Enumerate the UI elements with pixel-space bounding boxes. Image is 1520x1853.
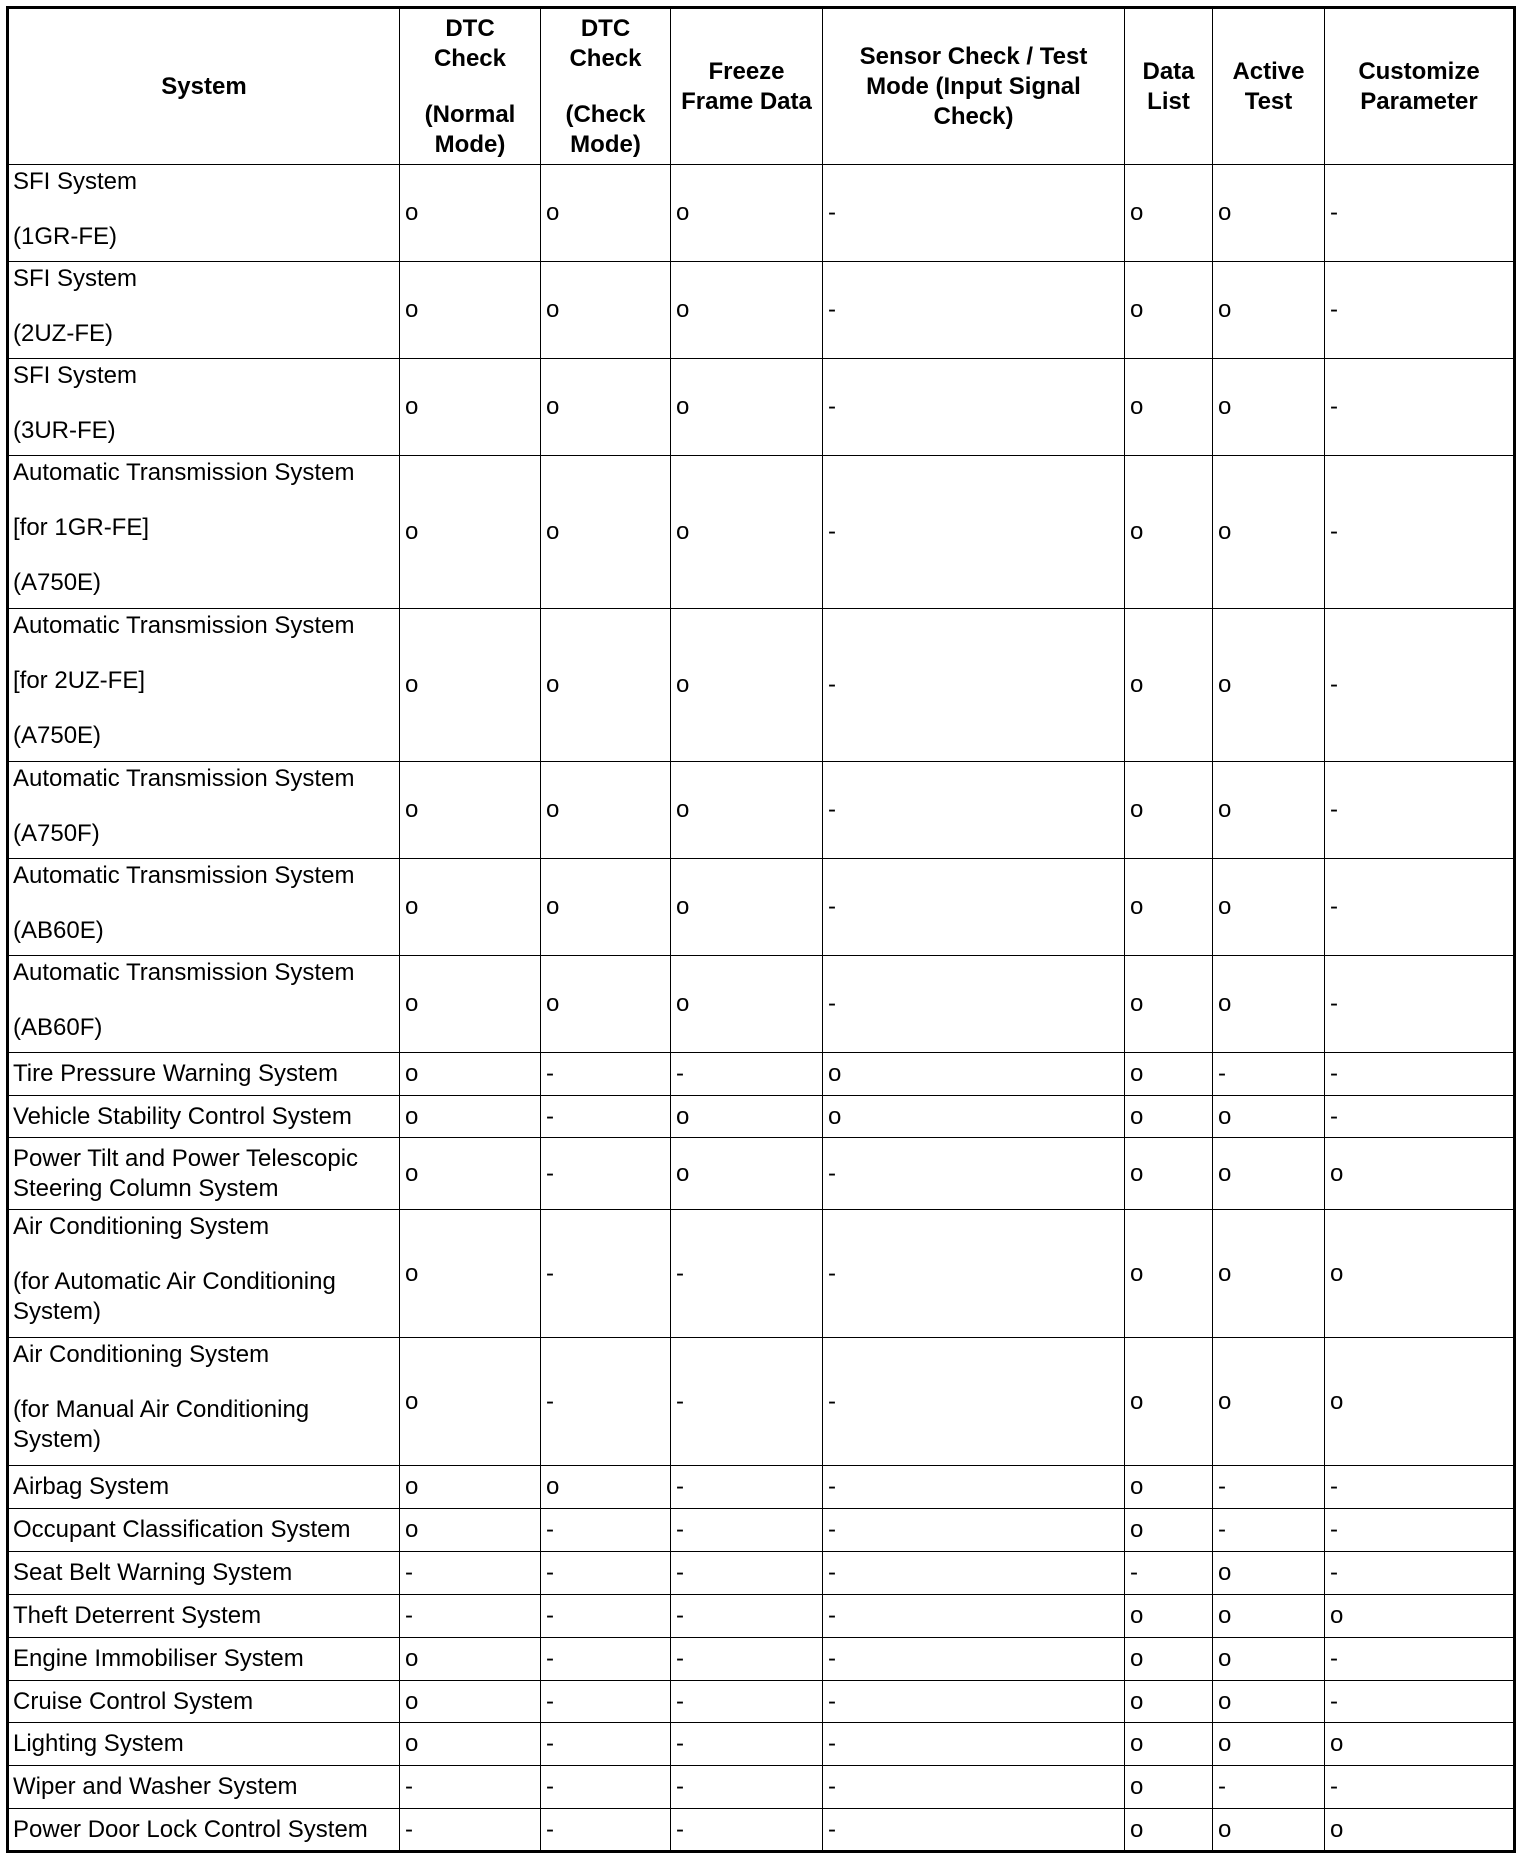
sensor-check-cell: - bbox=[823, 1138, 1125, 1210]
customize-cell: - bbox=[1325, 762, 1515, 859]
customize-cell: - bbox=[1325, 1766, 1515, 1809]
system-name-cell bbox=[8, 1552, 400, 1595]
sensor-check-cell: - bbox=[823, 1509, 1125, 1552]
header-dtc-check bbox=[541, 8, 671, 165]
sensor-check-cell: - bbox=[823, 456, 1125, 609]
header-text-line: Parameter bbox=[1360, 87, 1478, 115]
dtc-check-cell: o bbox=[541, 609, 671, 762]
dtc-normal-cell: - bbox=[400, 1809, 541, 1852]
system-name-line bbox=[13, 294, 399, 319]
system-name-line: Power Tilt and Power Telescopic bbox=[13, 1144, 359, 1172]
freeze-frame-cell: - bbox=[671, 1210, 823, 1338]
active-test-cell: o bbox=[1213, 1595, 1325, 1638]
system-name-cell bbox=[8, 1138, 400, 1210]
customize-cell: - bbox=[1325, 859, 1515, 956]
dtc-check-cell: o bbox=[541, 165, 671, 262]
table-body bbox=[8, 165, 1515, 1852]
dtc-normal-cell: o bbox=[400, 1138, 541, 1210]
data-list-cell: o bbox=[1125, 1210, 1213, 1338]
table-row bbox=[8, 1509, 1515, 1552]
dtc-check-cell: o bbox=[541, 859, 671, 956]
dtc-normal-cell: o bbox=[400, 1466, 541, 1509]
system-name-cell bbox=[8, 609, 400, 762]
header-text-line: System bbox=[161, 72, 247, 100]
system-name-cell bbox=[8, 1723, 400, 1766]
data-list-cell: o bbox=[1125, 262, 1213, 359]
active-test-cell: o bbox=[1213, 859, 1325, 956]
system-name-line: Automatic Transmission System bbox=[13, 459, 355, 486]
customize-cell: - bbox=[1325, 1096, 1515, 1138]
dtc-normal-cell: - bbox=[400, 1766, 541, 1809]
dtc-check-cell: - bbox=[541, 1138, 671, 1210]
data-list-cell: o bbox=[1125, 762, 1213, 859]
system-name-cell bbox=[8, 1638, 400, 1681]
system-name-line: System) bbox=[13, 1426, 102, 1453]
header-text-line: Check bbox=[569, 44, 642, 72]
header-text-line bbox=[541, 74, 670, 100]
dtc-normal-cell: o bbox=[400, 1338, 541, 1466]
system-name-line: Airbag System bbox=[13, 1473, 170, 1500]
data-list-cell: o bbox=[1125, 1096, 1213, 1138]
dtc-check-cell: - bbox=[541, 1210, 671, 1338]
sensor-check-cell: - bbox=[823, 956, 1125, 1053]
customize-cell: - bbox=[1325, 609, 1515, 762]
dtc-normal-cell: o bbox=[400, 1210, 541, 1338]
header-text-line: Mode) bbox=[434, 130, 506, 158]
sensor-check-cell: - bbox=[823, 859, 1125, 956]
data-list-cell: o bbox=[1125, 1138, 1213, 1210]
system-name-cell bbox=[8, 1766, 400, 1809]
system-name-line: (A750F) bbox=[13, 820, 100, 847]
active-test-cell: o bbox=[1213, 165, 1325, 262]
freeze-frame-cell: - bbox=[671, 1466, 823, 1509]
data-list-cell: o bbox=[1125, 1053, 1213, 1096]
table-row bbox=[8, 456, 1515, 609]
dtc-normal-cell: o bbox=[400, 165, 541, 262]
dtc-normal-cell: o bbox=[400, 762, 541, 859]
system-name-line: Air Conditioning System bbox=[13, 1213, 270, 1240]
header-sensor-check bbox=[823, 8, 1125, 165]
freeze-frame-cell: o bbox=[671, 165, 823, 262]
freeze-frame-cell: o bbox=[671, 456, 823, 609]
customize-cell: - bbox=[1325, 1681, 1515, 1723]
data-list-cell: o bbox=[1125, 859, 1213, 956]
table-row bbox=[8, 1681, 1515, 1723]
customize-cell: - bbox=[1325, 1509, 1515, 1552]
customize-cell: - bbox=[1325, 1053, 1515, 1096]
header-text-line: Mode) bbox=[570, 130, 641, 158]
system-name-line bbox=[13, 488, 399, 513]
dtc-normal-cell: o bbox=[400, 1509, 541, 1552]
active-test-cell: o bbox=[1213, 762, 1325, 859]
dtc-check-cell: - bbox=[541, 1681, 671, 1723]
customize-cell: o bbox=[1325, 1138, 1515, 1210]
system-name-line bbox=[13, 891, 399, 916]
dtc-normal-cell: o bbox=[400, 456, 541, 609]
system-name-line: [for 2UZ-FE] bbox=[13, 667, 146, 694]
system-name-cell bbox=[8, 1210, 400, 1338]
dtc-normal-cell: - bbox=[400, 1595, 541, 1638]
system-name-cell bbox=[8, 956, 400, 1053]
table-row bbox=[8, 1053, 1515, 1096]
system-name-line: (for Manual Air Conditioning bbox=[13, 1396, 310, 1423]
system-name-line: (AB60F) bbox=[13, 1014, 103, 1041]
customize-cell: o bbox=[1325, 1809, 1515, 1852]
freeze-frame-cell: - bbox=[671, 1809, 823, 1852]
data-list-cell: o bbox=[1125, 359, 1213, 456]
active-test-cell: o bbox=[1213, 609, 1325, 762]
header-customize bbox=[1325, 8, 1515, 165]
system-name-line: SFI System bbox=[13, 265, 138, 292]
table-row bbox=[8, 609, 1515, 762]
customize-cell: - bbox=[1325, 956, 1515, 1053]
table-row bbox=[8, 1338, 1515, 1466]
freeze-frame-cell: - bbox=[671, 1552, 823, 1595]
system-name-line: (for Automatic Air Conditioning bbox=[13, 1268, 336, 1295]
data-list-cell: o bbox=[1125, 1595, 1213, 1638]
table-row bbox=[8, 1138, 1515, 1210]
data-list-cell: o bbox=[1125, 1766, 1213, 1809]
sensor-check-cell: - bbox=[823, 262, 1125, 359]
system-name-line: Automatic Transmission System bbox=[13, 765, 355, 792]
system-name-line: (2UZ-FE) bbox=[13, 320, 113, 347]
freeze-frame-cell: - bbox=[671, 1509, 823, 1552]
table-row bbox=[8, 1096, 1515, 1138]
system-name-cell bbox=[8, 1053, 400, 1096]
system-name-line: System) bbox=[13, 1298, 102, 1325]
active-test-cell: o bbox=[1213, 1210, 1325, 1338]
dtc-check-cell: - bbox=[541, 1096, 671, 1138]
system-name-line bbox=[13, 794, 399, 819]
header-row bbox=[8, 8, 1515, 165]
freeze-frame-cell: o bbox=[671, 609, 823, 762]
customize-cell: o bbox=[1325, 1338, 1515, 1466]
header-text-line: Check bbox=[433, 44, 507, 72]
header-text-line: (Check bbox=[565, 100, 646, 128]
active-test-cell: o bbox=[1213, 1338, 1325, 1466]
system-name-line: (A750E) bbox=[13, 722, 102, 749]
dtc-normal-cell: o bbox=[400, 262, 541, 359]
dtc-normal-cell: o bbox=[400, 609, 541, 762]
system-name-line: Seat Belt Warning System bbox=[13, 1559, 293, 1586]
active-test-cell: o bbox=[1213, 1638, 1325, 1681]
table-row bbox=[8, 359, 1515, 456]
system-name-line: Theft Deterrent System bbox=[13, 1602, 262, 1629]
header-text-line: Sensor Check / Test bbox=[859, 42, 1088, 70]
header-freeze-frame bbox=[671, 8, 823, 165]
freeze-frame-cell: - bbox=[671, 1766, 823, 1809]
system-name-line: Automatic Transmission System bbox=[13, 959, 355, 986]
dtc-check-cell: o bbox=[541, 456, 671, 609]
sensor-check-cell: - bbox=[823, 359, 1125, 456]
freeze-frame-cell: - bbox=[671, 1681, 823, 1723]
sensor-check-cell: - bbox=[823, 1723, 1125, 1766]
dtc-check-cell: - bbox=[541, 1552, 671, 1595]
table-row bbox=[8, 956, 1515, 1053]
active-test-cell: o bbox=[1213, 1681, 1325, 1723]
table-row bbox=[8, 762, 1515, 859]
data-list-cell: o bbox=[1125, 456, 1213, 609]
table-row bbox=[8, 1466, 1515, 1509]
header-text-line: Frame Data bbox=[681, 87, 812, 115]
active-test-cell: o bbox=[1213, 1723, 1325, 1766]
system-name-line: SFI System bbox=[13, 168, 138, 195]
sensor-check-cell: - bbox=[823, 1210, 1125, 1338]
system-name-line: (3UR-FE) bbox=[13, 417, 116, 444]
freeze-frame-cell: - bbox=[671, 1338, 823, 1466]
active-test-cell: - bbox=[1213, 1509, 1325, 1552]
header-text-line: Active bbox=[1232, 57, 1305, 85]
customize-cell: - bbox=[1325, 1638, 1515, 1681]
sensor-check-cell: o bbox=[823, 1053, 1125, 1096]
system-name-cell bbox=[8, 1509, 400, 1552]
customize-cell: - bbox=[1325, 165, 1515, 262]
system-name-line bbox=[13, 391, 399, 416]
data-list-cell: o bbox=[1125, 1809, 1213, 1852]
sensor-check-cell: - bbox=[823, 609, 1125, 762]
system-name-line: Tire Pressure Warning System bbox=[13, 1060, 338, 1087]
system-name-cell bbox=[8, 1096, 400, 1138]
active-test-cell: - bbox=[1213, 1766, 1325, 1809]
data-list-cell: - bbox=[1125, 1552, 1213, 1595]
active-test-cell: o bbox=[1213, 359, 1325, 456]
dtc-check-cell: - bbox=[541, 1766, 671, 1809]
active-test-cell: o bbox=[1213, 1809, 1325, 1852]
system-name-line: Wiper and Washer System bbox=[13, 1773, 298, 1800]
system-name-line: Occupant Classification System bbox=[13, 1516, 351, 1543]
system-name-cell bbox=[8, 359, 400, 456]
customize-cell: o bbox=[1325, 1210, 1515, 1338]
customize-cell: - bbox=[1325, 1466, 1515, 1509]
system-name-cell bbox=[8, 859, 400, 956]
sensor-check-cell: - bbox=[823, 1766, 1125, 1809]
header-text-line: List bbox=[1147, 87, 1190, 115]
customize-cell: - bbox=[1325, 456, 1515, 609]
header-text-line: Freeze bbox=[708, 57, 785, 85]
system-name-line: (AB60E) bbox=[13, 917, 104, 944]
dtc-check-cell: o bbox=[541, 1466, 671, 1509]
system-name-cell bbox=[8, 1681, 400, 1723]
customize-cell: - bbox=[1325, 359, 1515, 456]
dtc-check-cell: o bbox=[541, 359, 671, 456]
table-row bbox=[8, 1638, 1515, 1681]
system-name-line: [for 1GR-FE] bbox=[13, 514, 150, 541]
customize-cell: o bbox=[1325, 1595, 1515, 1638]
header-text-line: (Normal bbox=[424, 100, 516, 128]
customize-cell: - bbox=[1325, 1552, 1515, 1595]
dtc-check-cell: - bbox=[541, 1338, 671, 1466]
sensor-check-cell: - bbox=[823, 1552, 1125, 1595]
freeze-frame-cell: o bbox=[671, 1138, 823, 1210]
table-row bbox=[8, 1595, 1515, 1638]
system-name-line: Automatic Transmission System bbox=[13, 612, 355, 639]
header-text-line: Test bbox=[1244, 87, 1293, 115]
active-test-cell: o bbox=[1213, 1552, 1325, 1595]
system-name-line bbox=[13, 197, 399, 222]
dtc-normal-cell: o bbox=[400, 1723, 541, 1766]
customize-cell: - bbox=[1325, 262, 1515, 359]
system-name-cell bbox=[8, 456, 400, 609]
data-list-cell: o bbox=[1125, 1681, 1213, 1723]
system-name-line bbox=[13, 1370, 399, 1395]
system-name-line: Lighting System bbox=[13, 1730, 184, 1757]
system-name-cell bbox=[8, 165, 400, 262]
system-name-line bbox=[13, 543, 399, 568]
active-test-cell: - bbox=[1213, 1466, 1325, 1509]
header-data-list bbox=[1125, 8, 1213, 165]
dtc-check-cell: o bbox=[541, 762, 671, 859]
table-row bbox=[8, 1552, 1515, 1595]
diagnostic-function-table bbox=[6, 6, 1516, 1853]
system-name-line: Cruise Control System bbox=[13, 1687, 254, 1715]
freeze-frame-cell: - bbox=[671, 1723, 823, 1766]
header-text-line: Customize bbox=[1358, 57, 1480, 85]
active-test-cell: o bbox=[1213, 1138, 1325, 1210]
data-list-cell: o bbox=[1125, 956, 1213, 1053]
sensor-check-cell: - bbox=[823, 1466, 1125, 1509]
customize-cell: o bbox=[1325, 1723, 1515, 1766]
data-list-cell: o bbox=[1125, 165, 1213, 262]
sensor-check-cell: - bbox=[823, 165, 1125, 262]
dtc-check-cell: o bbox=[541, 956, 671, 1053]
header-text-line: Data bbox=[1142, 57, 1195, 85]
system-name-line bbox=[13, 641, 399, 666]
freeze-frame-cell: - bbox=[671, 1638, 823, 1681]
data-list-cell: o bbox=[1125, 1338, 1213, 1466]
dtc-check-cell: o bbox=[541, 262, 671, 359]
header-text-line: DTC bbox=[445, 14, 495, 42]
active-test-cell: o bbox=[1213, 456, 1325, 609]
header-text-line: Check) bbox=[933, 102, 1014, 130]
header-system bbox=[8, 8, 400, 165]
table-row bbox=[8, 859, 1515, 956]
header-text-line: Mode (Input Signal bbox=[866, 72, 1081, 100]
system-name-line: Vehicle Stability Control System bbox=[13, 1102, 352, 1130]
table-row bbox=[8, 1809, 1515, 1852]
freeze-frame-cell: o bbox=[671, 262, 823, 359]
sensor-check-cell: - bbox=[823, 1809, 1125, 1852]
dtc-check-cell: - bbox=[541, 1723, 671, 1766]
system-name-line bbox=[13, 696, 399, 721]
header-active-test bbox=[1213, 8, 1325, 165]
sensor-check-cell: - bbox=[823, 1681, 1125, 1723]
system-name-line: (A750E) bbox=[13, 569, 102, 596]
system-name-line: Air Conditioning System bbox=[13, 1341, 270, 1368]
data-list-cell: o bbox=[1125, 1638, 1213, 1681]
active-test-cell: o bbox=[1213, 1096, 1325, 1138]
freeze-frame-cell: o bbox=[671, 859, 823, 956]
table-row bbox=[8, 1766, 1515, 1809]
system-name-line: Steering Column System bbox=[13, 1174, 279, 1202]
dtc-normal-cell: o bbox=[400, 859, 541, 956]
system-name-cell bbox=[8, 762, 400, 859]
dtc-check-cell: - bbox=[541, 1595, 671, 1638]
system-name-cell bbox=[8, 1466, 400, 1509]
system-name-line: Engine Immobiliser System bbox=[13, 1645, 304, 1672]
system-name-line: Automatic Transmission System bbox=[13, 862, 355, 889]
data-list-cell: o bbox=[1125, 1509, 1213, 1552]
dtc-normal-cell: o bbox=[400, 956, 541, 1053]
freeze-frame-cell: o bbox=[671, 1096, 823, 1138]
table-row bbox=[8, 165, 1515, 262]
dtc-normal-cell: o bbox=[400, 1096, 541, 1138]
header-text-line: DTC bbox=[580, 14, 631, 42]
freeze-frame-cell: - bbox=[671, 1595, 823, 1638]
system-name-line bbox=[13, 988, 399, 1013]
dtc-normal-cell: o bbox=[400, 1053, 541, 1096]
system-name-line bbox=[13, 1242, 399, 1267]
sensor-check-cell: - bbox=[823, 1338, 1125, 1466]
dtc-check-cell: - bbox=[541, 1053, 671, 1096]
sensor-check-cell: - bbox=[823, 762, 1125, 859]
dtc-normal-cell: o bbox=[400, 1638, 541, 1681]
dtc-normal-cell: o bbox=[400, 359, 541, 456]
table-row bbox=[8, 1210, 1515, 1338]
active-test-cell: o bbox=[1213, 956, 1325, 1053]
data-list-cell: o bbox=[1125, 609, 1213, 762]
data-list-cell: o bbox=[1125, 1723, 1213, 1766]
system-name-line: (1GR-FE) bbox=[13, 223, 117, 250]
dtc-check-cell: - bbox=[541, 1809, 671, 1852]
system-name-cell bbox=[8, 262, 400, 359]
sensor-check-cell: - bbox=[823, 1638, 1125, 1681]
freeze-frame-cell: o bbox=[671, 762, 823, 859]
header-dtc-normal bbox=[400, 8, 541, 165]
active-test-cell: o bbox=[1213, 262, 1325, 359]
freeze-frame-cell: - bbox=[671, 1053, 823, 1096]
diagnostic-function-table-container bbox=[6, 6, 1516, 1853]
dtc-check-cell: - bbox=[541, 1509, 671, 1552]
system-name-cell bbox=[8, 1595, 400, 1638]
data-list-cell: o bbox=[1125, 1466, 1213, 1509]
system-name-line: SFI System bbox=[13, 362, 138, 389]
table-row bbox=[8, 1723, 1515, 1766]
dtc-check-cell: - bbox=[541, 1638, 671, 1681]
active-test-cell: - bbox=[1213, 1053, 1325, 1096]
freeze-frame-cell: o bbox=[671, 359, 823, 456]
system-name-cell bbox=[8, 1809, 400, 1852]
sensor-check-cell: o bbox=[823, 1096, 1125, 1138]
system-name-cell bbox=[8, 1338, 400, 1466]
table-row bbox=[8, 262, 1515, 359]
freeze-frame-cell: o bbox=[671, 956, 823, 1053]
sensor-check-cell: - bbox=[823, 1595, 1125, 1638]
dtc-normal-cell: o bbox=[400, 1681, 541, 1723]
system-name-line: Power Door Lock Control System bbox=[13, 1815, 368, 1843]
header-text-line bbox=[400, 74, 540, 100]
dtc-normal-cell: - bbox=[400, 1552, 541, 1595]
